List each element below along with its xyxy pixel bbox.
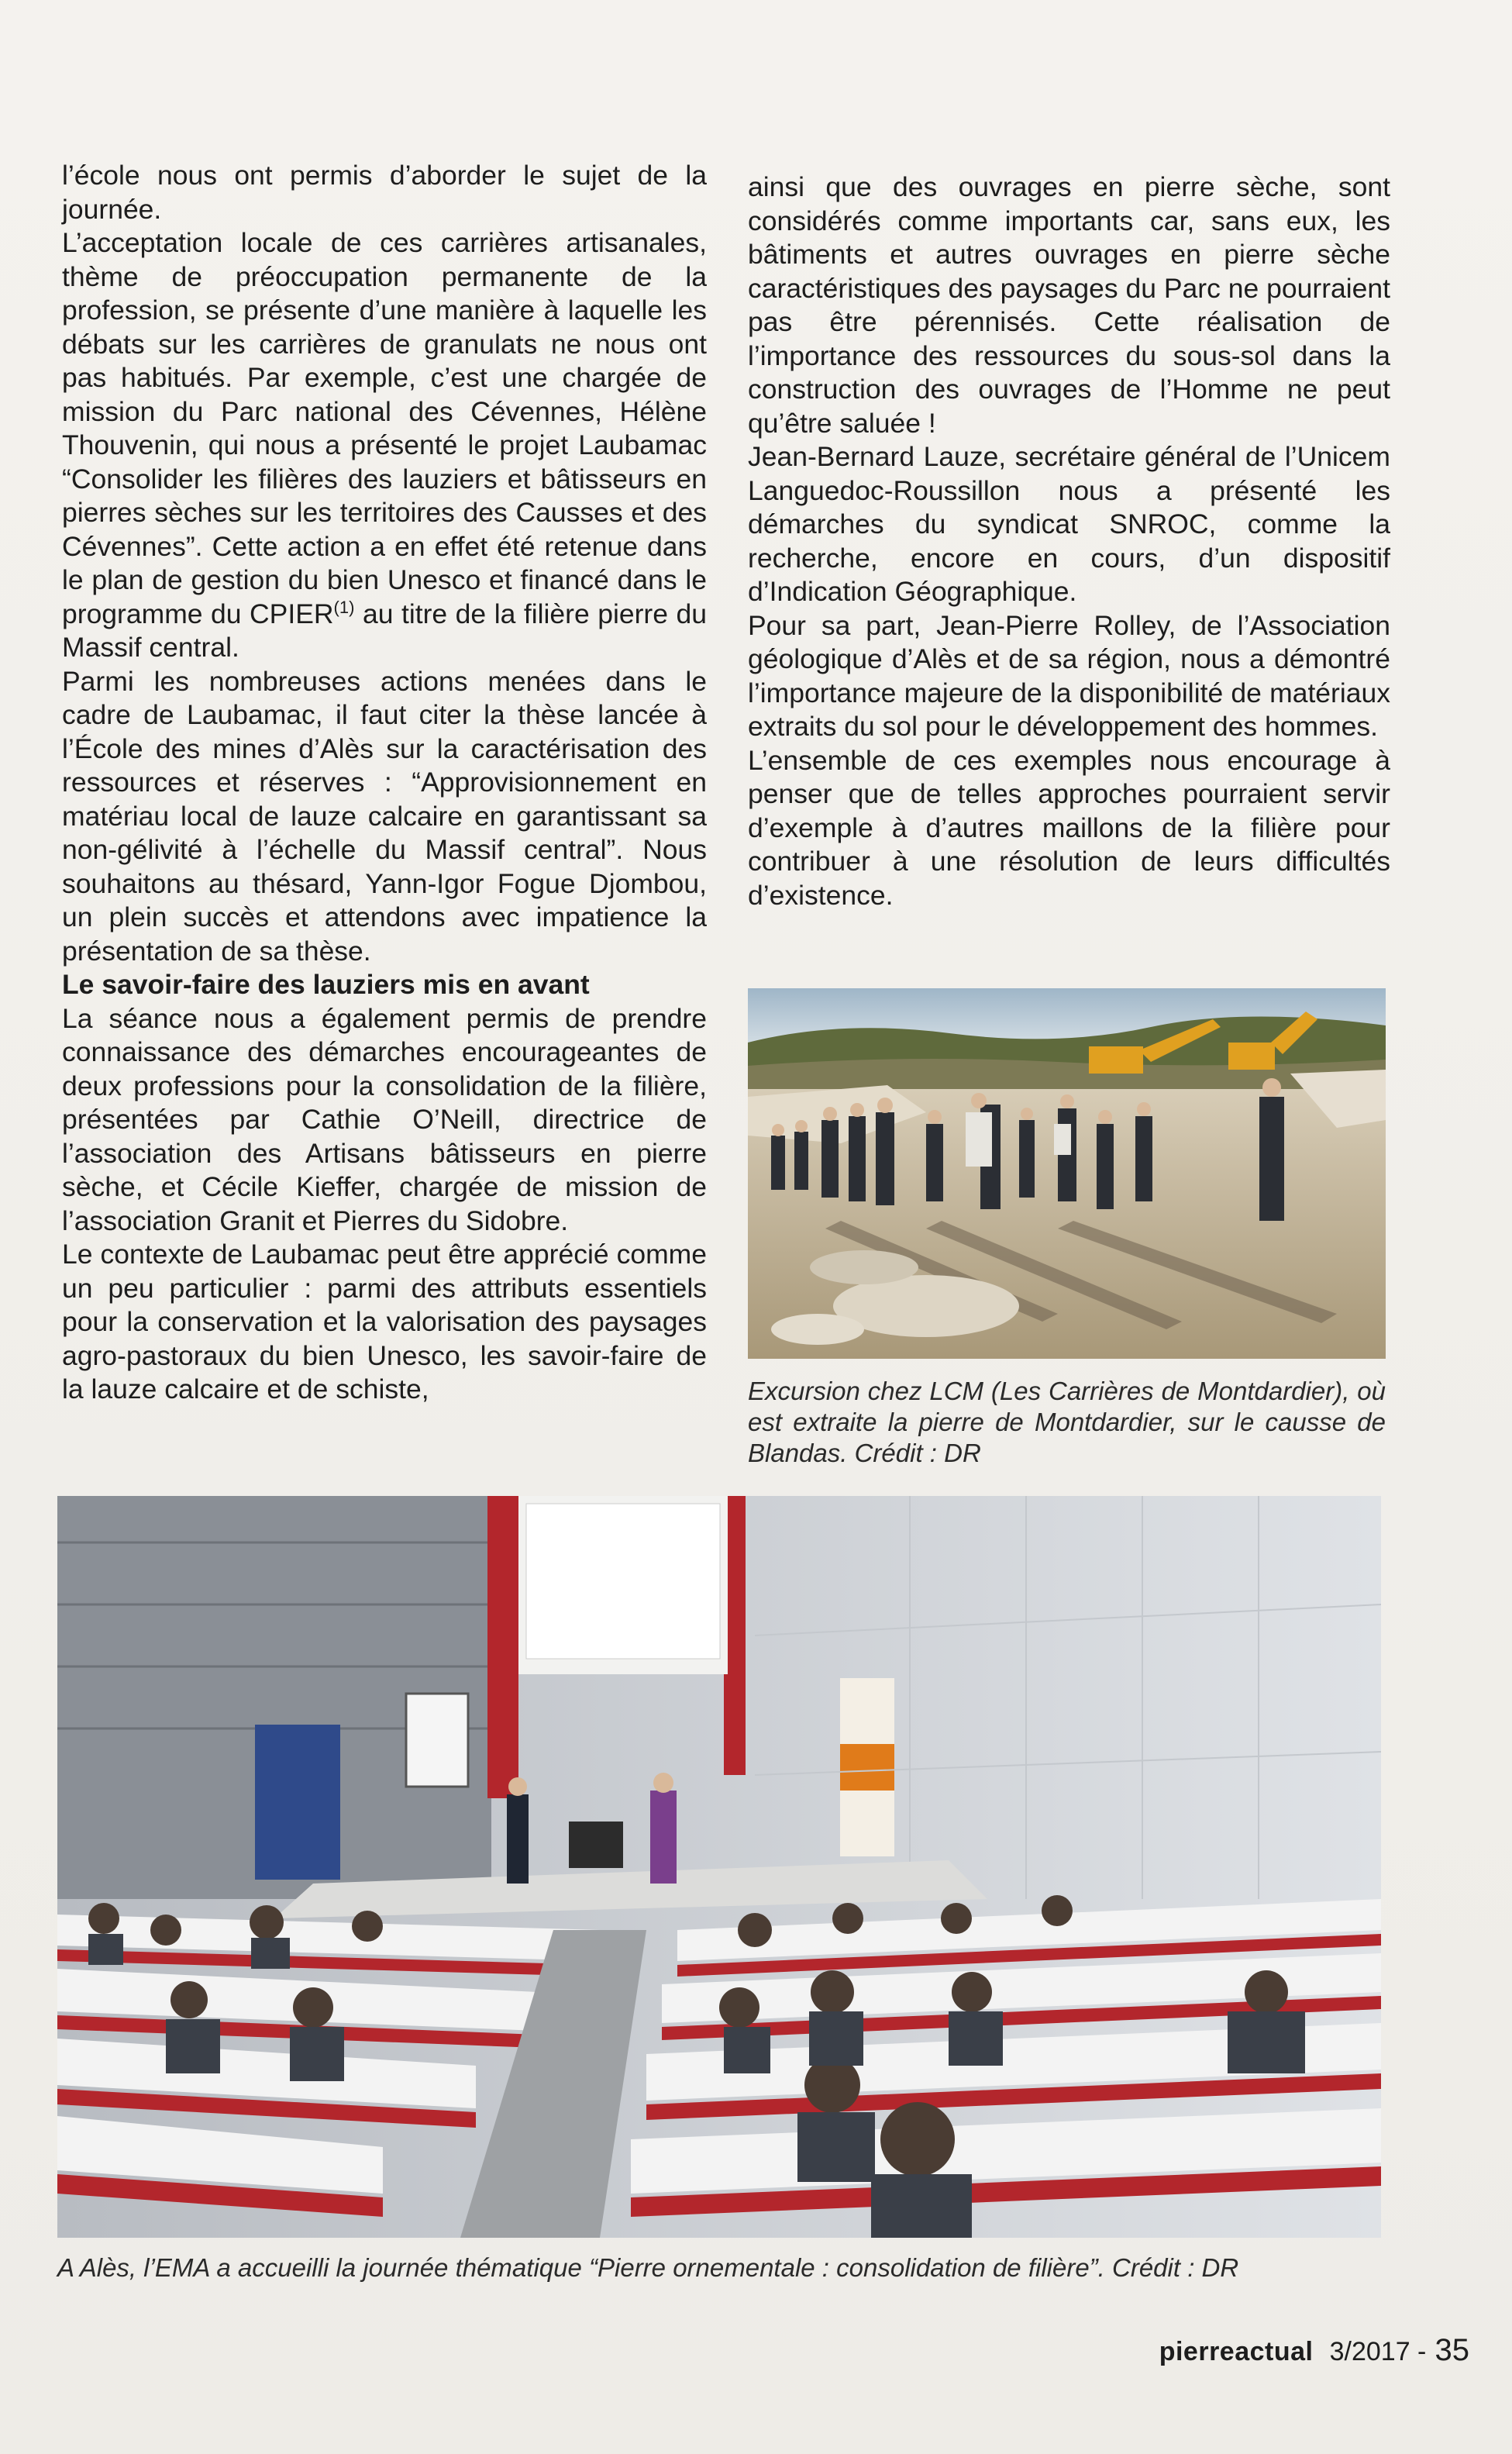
lecture-hall-caption: A Alès, l’EMA a accueilli la journée thématique “Pierre ornementale : consolidation de filière”. Crédit : DR bbox=[57, 2253, 1239, 2282]
page-footer bbox=[1159, 2333, 1469, 2368]
paragraph-text: L’acceptation locale de ces carrières artisanales, thème de préoccupation permanente de la profession, se présente d’une manière à laquelle les débats sur les carrières de granulats ne nous ont pas habitués. Par exemple, c’est une chargée de mission du Parc national des Cévennes, Hélène Thouvenin, qui nous a présenté le projet Laubamac “Consolider les filières des lauziers et bâtisseurs en pierres sèches sur les territoires des Causses et des Cévennes”. Cette action a en effet été retenue dans le plan de gestion du bien Unesco et financé dans le programme du CPIER bbox=[62, 227, 707, 629]
page-number: 35 bbox=[1435, 2333, 1469, 2367]
paragraph: Le contexte de Laubamac peut être apprécié comme un peu particulier : parmi des attributs essentiels pour la conservation et la valorisation des paysages agro-pastoraux du bien Unesco, les savoir-faire de la lauze calcaire et de schiste, bbox=[62, 1239, 707, 1405]
paragraph: Parmi les nombreuses actions menées dans le cadre de Laubamac, il faut citer la thèse lancée à l’École des mines d’Alès sur la caractérisation des ressources et réserves : “Approvisionnement en matériau local de lauze calcaire en garantissant sa non-gélivité à l’échelle du Massif central”. Nous souhaitons au thésard, Yann-Igor Fogue Djombou, un plein succès et attendons avec impatience la présentation de sa thèse. bbox=[62, 665, 707, 967]
section-subheading: Le savoir-faire des lauziers mis en avant bbox=[62, 969, 590, 1000]
paragraph: L’ensemble de ces exemples nous encourage à penser que de telles approches pourraient servir d’exemple à d’autres maillons de la filière pour contribuer à une résolution de leurs difficultés d’existence. bbox=[748, 744, 1390, 911]
left-text-column bbox=[62, 159, 707, 1407]
paragraph: Jean-Bernard Lauze, secrétaire général de l’Unicem Languedoc-Roussillon nous a présenté les démarches du syndicat SNROC, comme la recherche, encore en cours, d’un dispositif d’Indication Géographique. bbox=[748, 441, 1390, 607]
issue-number: 3/2017 - bbox=[1329, 2337, 1427, 2366]
quarry-photo-illustration bbox=[748, 988, 1386, 1359]
magazine-brand: pierreactual bbox=[1159, 2337, 1314, 2366]
right-text-column bbox=[748, 171, 1390, 912]
quarry-photo-caption: Excursion chez LCM (Les Carrières de Montdardier), où est extraite la pierre de Montdardier, sur le causse de Blandas. Crédit : DR bbox=[748, 1377, 1386, 1467]
paragraph-text: au titre de la filière pierre du Massif central. bbox=[62, 598, 707, 663]
paragraph: La séance nous a également permis de prendre connaissance des démarches encourageantes de deux professions pour la consolidation de la filière, présentées par Cathie O’Neill, directrice de l’association des Artisans bâtisseurs en pierre sèche, et Cécile Kieffer, chargée de mission de l’association Granit et Pierres du Sidobre. bbox=[62, 1002, 707, 1236]
footnote-marker: (1) bbox=[333, 597, 355, 617]
paragraph: Pour sa part, Jean-Pierre Rolley, de l’Association géologique d’Alès et de sa région, nous a démontré l’importance majeure de la disponibilité de matériaux extraits du sol pour le développement des hommes. bbox=[748, 609, 1390, 742]
lecture-hall-photo bbox=[57, 1496, 1381, 2238]
paragraph: l’école nous ont permis d’aborder le sujet de la journée. bbox=[62, 160, 707, 225]
paragraph: ainsi que des ouvrages en pierre sèche, sont considérés comme importants car, sans eux, les bâtiments et autres ouvrages en pierre sèche caractéristiques des paysages du Parc ne pourraient pas être pérennisés. Cette réalisation de l’importance des ressources du sous-sol dans la construction des ouvrages de l’Homme ne peut qu’être saluée ! bbox=[748, 171, 1390, 439]
lecture-hall-illustration bbox=[57, 1496, 1381, 2238]
quarry-excursion-photo bbox=[748, 988, 1386, 1359]
paragraph bbox=[62, 226, 707, 665]
